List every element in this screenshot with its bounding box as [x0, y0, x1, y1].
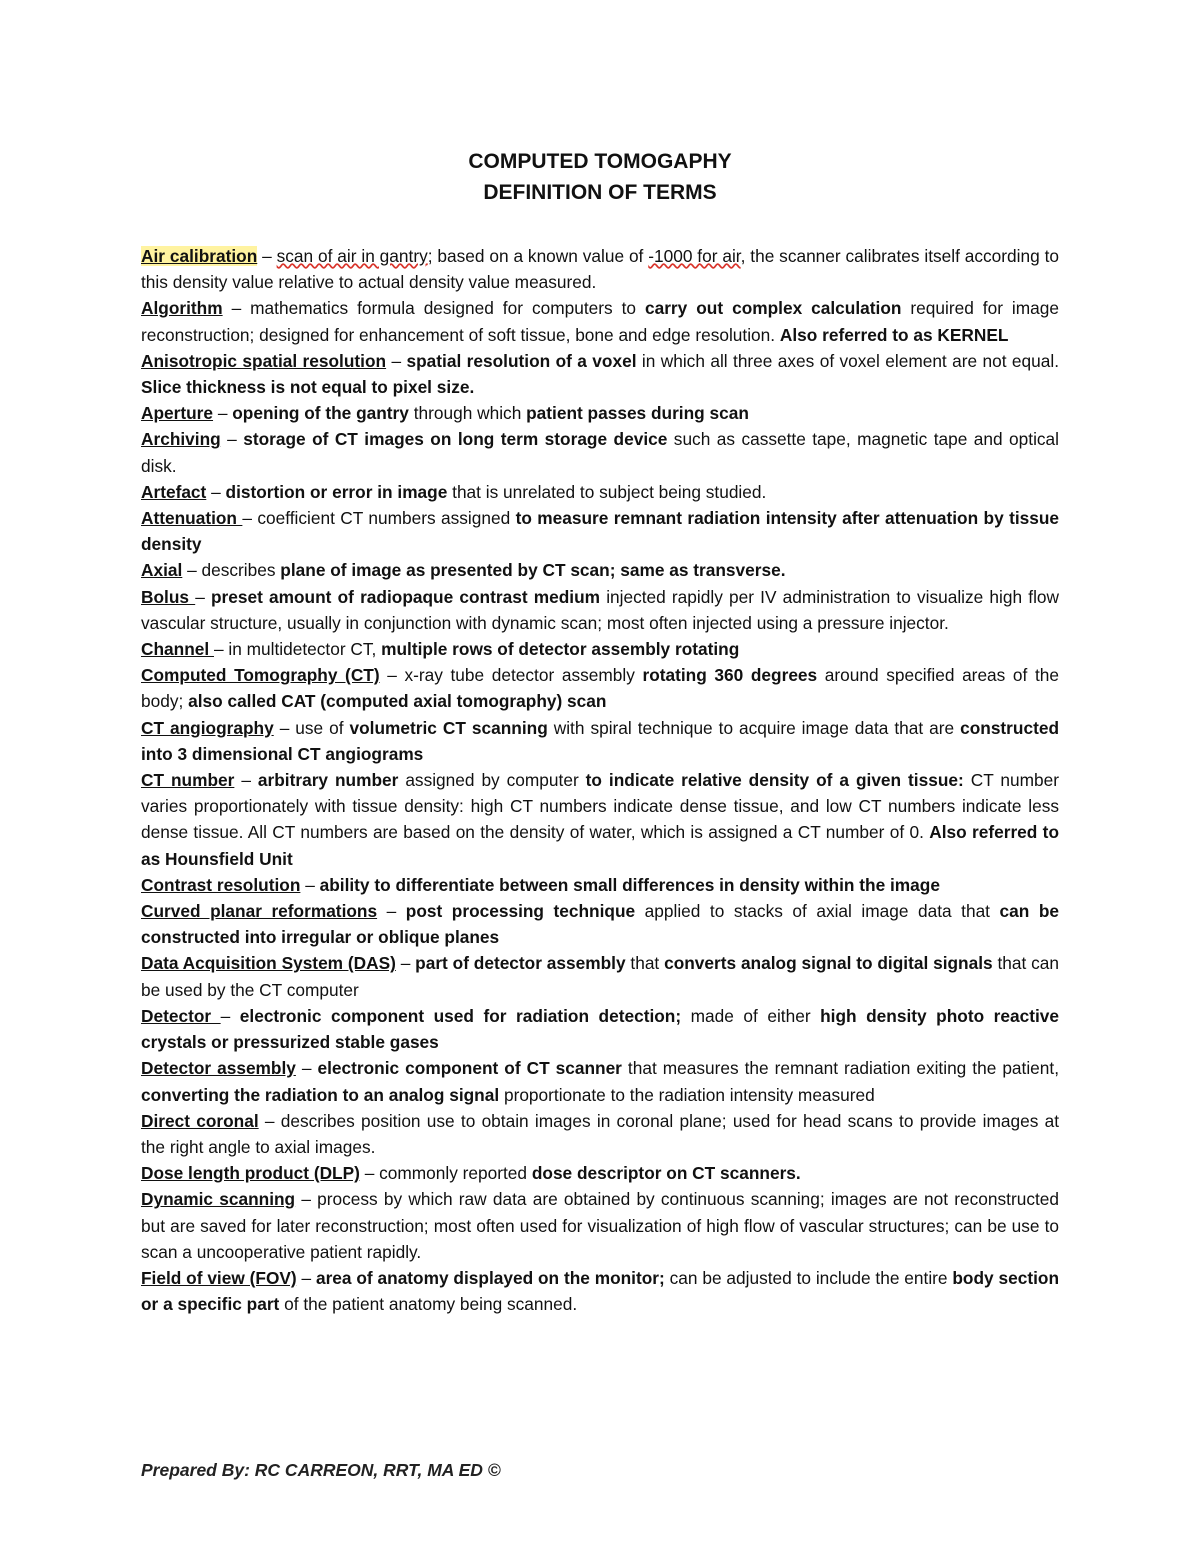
definition-text: – commonly reported	[359, 1163, 532, 1184]
definition-text: preset amount of radiopaque contrast medium	[210, 586, 601, 607]
definition-text: –	[300, 874, 320, 895]
definition-text: ; based on a known value of	[427, 246, 649, 266]
definition-term: Detector	[141, 1005, 221, 1026]
definition-term: Bolus	[141, 586, 196, 607]
definition-text: storage of CT images on long term storage device	[243, 429, 668, 450]
definition-entry	[141, 636, 1059, 662]
definition-text: through which	[408, 403, 527, 424]
definition-entry	[141, 426, 1059, 478]
definition-text: –	[220, 1005, 240, 1026]
document-title	[0, 146, 1200, 208]
definition-text: – use of	[273, 717, 350, 738]
definition-entry	[141, 767, 1059, 872]
definition-text: that measures the remnant radiation exiting the patient,	[621, 1058, 1060, 1079]
definition-text: such as cassette tape, magnetic tape and optical disk.	[141, 429, 1059, 476]
definition-term: Air calibration	[141, 246, 258, 266]
definition-text: electronic component of CT scanner	[317, 1058, 622, 1079]
definition-text: constructed into 3 dimensional CT angiograms	[141, 717, 1059, 764]
definition-text: –	[377, 901, 406, 922]
definition-text: made of either	[681, 1005, 821, 1026]
definition-term: Direct coronal	[141, 1110, 259, 1131]
definition-text: plane of image as presented by CT scan; same as transverse.	[280, 560, 786, 581]
definition-text: volumetric CT scanning	[349, 717, 548, 738]
title-line-2: DEFINITION OF TERMS	[483, 181, 717, 204]
definition-text: ability to differentiate between small differences in density within the image	[319, 874, 940, 895]
definition-text: carry out complex calculation	[644, 298, 902, 319]
definition-text: multiple rows of detector assembly rotating	[381, 639, 740, 660]
definition-text: –	[257, 246, 277, 266]
definition-text: Also referred to as Hounsfield Unit	[141, 822, 1059, 869]
definition-list	[141, 243, 1059, 1317]
definition-text: arbitrary number	[257, 770, 399, 791]
definition-text: applied to stacks of axial image data that	[635, 901, 1000, 922]
definition-text: Also referred to as KERNEL	[779, 324, 1009, 345]
definition-text: opening of the gantry	[232, 403, 409, 424]
definition-text: – x-ray tube detector assembly	[379, 665, 643, 686]
definition-term: Dose length product (DLP)	[141, 1163, 360, 1184]
definition-text: that can be used by the CT computer	[141, 953, 1060, 1000]
definition-text: high density photo reactive crystals or pressurized stable gases	[141, 1005, 1060, 1053]
definition-text: , the scanner calibrates itself according to this density value relative to actual density value measured.	[141, 246, 1059, 293]
definition-text: body section or a specific part	[141, 1267, 1059, 1315]
definition-term: Aperture	[141, 403, 214, 424]
definition-text: – describes	[182, 560, 281, 581]
definition-entry	[141, 872, 1059, 898]
definition-text: to indicate relative density of a given tissue:	[585, 770, 964, 791]
definition-term: Contrast resolution	[141, 874, 301, 895]
definition-text: Slice thickness is not equal to pixel size.	[141, 377, 475, 398]
definition-term: Detector assembly	[141, 1058, 296, 1079]
definition-text: that	[625, 953, 665, 974]
definition-text: – coefficient CT numbers assigned	[242, 508, 516, 529]
definition-text: –	[206, 481, 226, 502]
title-line-1: COMPUTED TOMOGAPHY	[468, 150, 732, 173]
definition-term: Dynamic scanning	[141, 1189, 296, 1210]
definition-term: CT number	[141, 770, 235, 791]
definition-text: -1000 for air	[648, 246, 741, 266]
definition-text: scan of air in gantry	[276, 246, 428, 266]
definition-term: Channel	[141, 639, 214, 660]
definition-term: Artefact	[141, 481, 207, 502]
definition-text: distortion or error in image	[225, 481, 448, 502]
definition-text: –	[195, 586, 211, 607]
definition-text: –	[295, 1058, 318, 1079]
definition-term: Anisotropic spatial resolution	[141, 350, 387, 371]
definition-entry	[141, 557, 1059, 583]
definition-term: CT angiography	[141, 717, 274, 738]
definition-text: post processing technique	[405, 901, 636, 922]
definition-text: –	[234, 770, 258, 791]
definition-text: –	[220, 429, 244, 450]
definition-term: Data Acquisition System (DAS)	[141, 953, 396, 974]
definition-term: Algorithm	[141, 298, 223, 319]
definition-text: –	[213, 403, 233, 424]
definition-text: injected rapidly per IV administration to visualize high flow vascular structure, usually in conjunction with dynamic scan; most often injected using a pressure injector.	[141, 586, 1060, 633]
definition-entry	[141, 898, 1059, 950]
definition-entry	[141, 1003, 1059, 1055]
definition-text: required for image reconstruction; designed for enhancement of soft tissue, bone and edge resolution.	[141, 298, 1059, 345]
definition-entry	[141, 1186, 1059, 1265]
definition-text: electronic component used for radiation detection;	[239, 1005, 682, 1026]
definition-text: –	[386, 350, 407, 371]
definition-text: can be constructed into irregular or oblique planes	[141, 901, 1060, 948]
definition-entry	[141, 243, 1059, 295]
definition-entry	[141, 479, 1059, 505]
footer-credit: Prepared By: RC CARREON, RRT, MA ED ©	[141, 1460, 501, 1480]
definition-text: that is unrelated to subject being studied.	[447, 481, 767, 502]
definition-term: Attenuation	[141, 508, 243, 529]
definition-entry	[141, 715, 1059, 767]
definition-text: – process by which raw data are obtained by continuous scanning; images are not reconstructed but are saved for later reconstruction; most often used for visualization of high flow of vascular structures; can be use to scan a uncooperative patient rapidly.	[141, 1189, 1060, 1262]
definition-text: can be adjusted to include the entire	[664, 1267, 953, 1288]
definition-text: CT number varies proportionately with tissue density: high CT numbers indicate dense tissue, and low CT numbers indicate less dense tissue. All CT numbers are based on the density of water, which is assigned a CT number of 0.	[141, 770, 1059, 843]
definition-text: spatial resolution of a voxel	[406, 350, 637, 371]
definition-text: converting the radiation to an analog signal	[141, 1084, 500, 1105]
definition-text: of the patient anatomy being scanned.	[279, 1294, 578, 1315]
definition-term: Axial	[141, 560, 183, 581]
definition-entry	[141, 662, 1059, 714]
definition-text: also called CAT (computed axial tomography) scan	[188, 691, 607, 712]
definition-text: area of anatomy displayed on the monitor;	[315, 1267, 665, 1288]
definition-text: to measure remnant radiation intensity after attenuation by tissue density	[141, 508, 1060, 555]
definition-text: in which all three axes of voxel element are not equal.	[636, 350, 1060, 371]
definition-text: proportionate to the radiation intensity measured	[499, 1084, 875, 1105]
definition-entry	[141, 295, 1059, 347]
definition-text: patient passes during scan	[526, 403, 749, 424]
definition-text: –	[395, 953, 416, 974]
definition-text: around specified areas of the body;	[141, 665, 1059, 712]
definition-term: Archiving	[141, 429, 221, 450]
definition-entry	[141, 1160, 1059, 1186]
definition-text: – in multidetector CT,	[213, 639, 382, 660]
definition-entry	[141, 1265, 1059, 1317]
definition-entry	[141, 1108, 1059, 1160]
definition-text: –	[296, 1267, 316, 1288]
definition-text: converts analog signal to digital signals	[664, 953, 993, 974]
definition-term: Curved planar reformations	[141, 901, 378, 922]
definition-text: assigned by computer	[398, 770, 586, 791]
definition-entry	[141, 950, 1059, 1002]
definition-entry	[141, 584, 1059, 636]
definition-text: rotating 360 degrees	[642, 665, 818, 686]
definition-entry	[141, 348, 1059, 400]
definition-entry	[141, 400, 1059, 426]
definition-text: – mathematics formula designed for computers to	[222, 298, 645, 319]
definition-text: part of detector assembly	[415, 953, 626, 974]
definition-text: with spiral technique to acquire image data that are	[547, 717, 961, 738]
definition-text: – describes position use to obtain images in coronal plane; used for head scans to provide images at the right angle to axial images.	[141, 1110, 1060, 1157]
definition-text: dose descriptor on CT scanners.	[531, 1163, 801, 1184]
definition-term: Field of view (FOV)	[141, 1267, 297, 1288]
definition-entry	[141, 1055, 1059, 1107]
definition-term: Computed Tomography (CT)	[141, 665, 380, 686]
definition-entry	[141, 505, 1059, 557]
